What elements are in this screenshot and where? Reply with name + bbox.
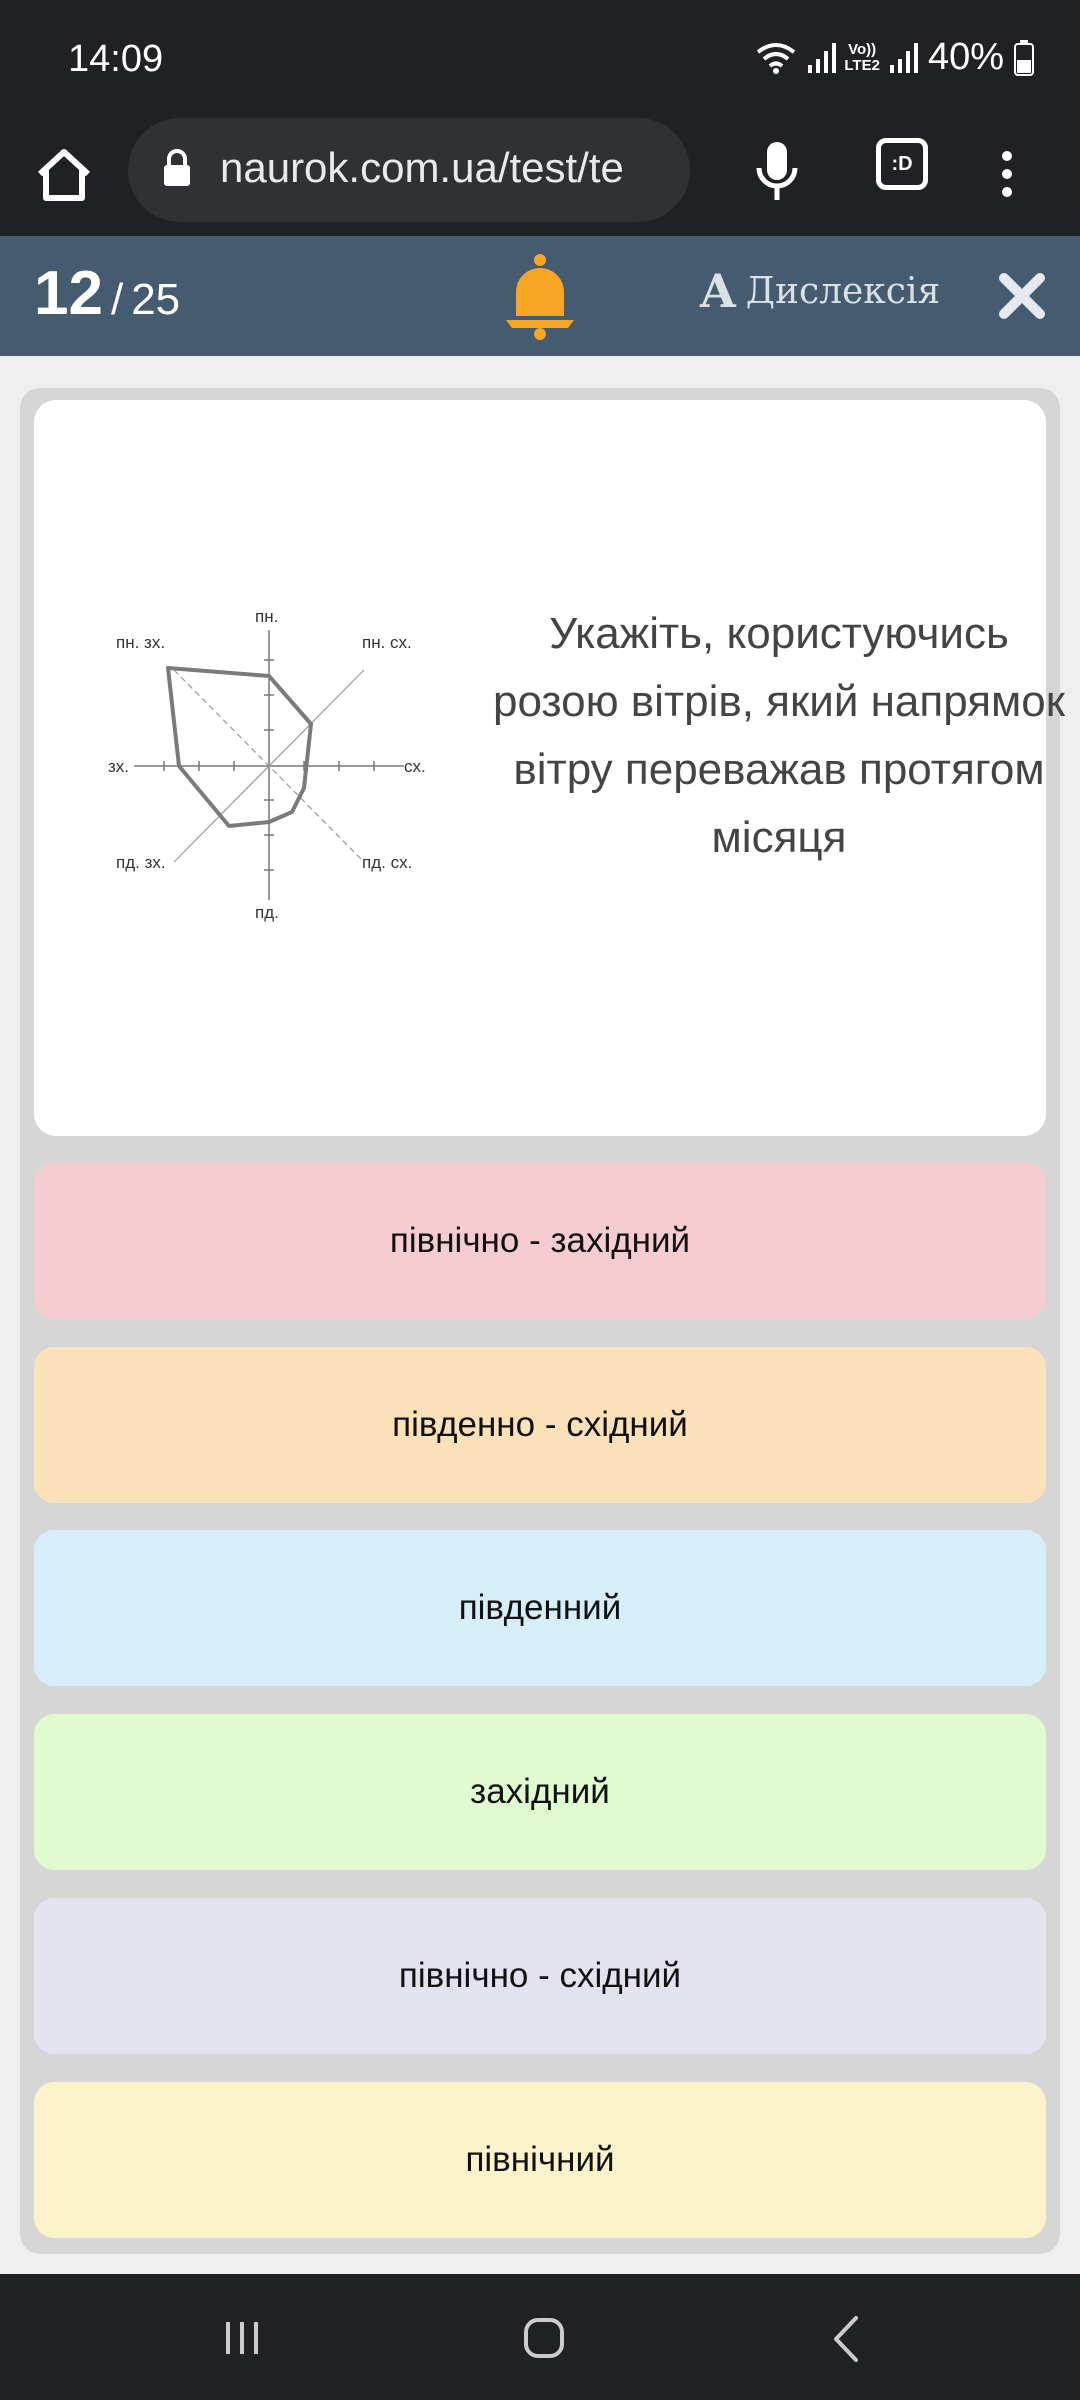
answer-option-6[interactable]: північний (34, 2082, 1046, 2238)
label-nw: пн. зх. (116, 633, 166, 652)
system-nav-bar (0, 2274, 1080, 2400)
wind-rose-diagram (94, 600, 444, 930)
status-bar (0, 0, 1080, 118)
url-bar[interactable] (128, 118, 690, 222)
close-icon[interactable] (996, 270, 1048, 322)
home-icon[interactable] (34, 140, 94, 210)
url-text: naurok.com.ua/test/te (220, 144, 624, 191)
label-w: зх. (108, 757, 130, 776)
current-question: 12 (34, 259, 103, 328)
status-time: 14:09 (68, 38, 164, 80)
battery-icon (1014, 40, 1034, 76)
status-icons (754, 36, 1034, 79)
label-s: пд. (255, 903, 279, 922)
signal-2-icon (888, 41, 918, 75)
question-text: Укажіть, користуючись розою вітрів, який напрямок вітру переважав протягом місяця (492, 609, 1066, 862)
question-card (34, 400, 1066, 1136)
label-se: пд. сх. (362, 853, 413, 872)
back-icon[interactable] (828, 2314, 862, 2364)
answer-option-5[interactable]: північно - східний (34, 1898, 1046, 2054)
browser-toolbar (0, 118, 1080, 236)
answer-option-1[interactable]: північно - західний (34, 1163, 1046, 1319)
home-nav-icon[interactable] (522, 2316, 566, 2360)
label-n: пн. (255, 607, 279, 626)
dyslexia-toggle[interactable] (700, 264, 940, 318)
answer-option-3[interactable]: південний (34, 1530, 1046, 1686)
dyslexia-label: Дислексія (745, 270, 941, 312)
test-header (0, 236, 1080, 356)
answer-option-4[interactable]: західний (34, 1714, 1046, 1870)
signal-icon (806, 41, 836, 75)
answer-option-2[interactable]: південно - східний (34, 1347, 1046, 1503)
total-questions: 25 (131, 275, 181, 324)
tabs-button[interactable]: :D (876, 138, 928, 190)
wifi-icon (754, 40, 798, 76)
lock-icon (162, 148, 192, 188)
label-ne: пн. сх. (362, 633, 412, 652)
question-counter (34, 258, 180, 329)
more-menu-icon[interactable] (992, 134, 1022, 214)
network-type: Vo)) LTE2 (844, 40, 880, 74)
microphone-icon[interactable] (752, 136, 802, 210)
bell-icon[interactable] (500, 250, 580, 342)
counter-separator: / (110, 275, 124, 324)
label-sw: пд. зх. (116, 853, 166, 872)
font-icon: A (700, 264, 736, 318)
label-e: сх. (404, 757, 426, 776)
battery-percent: 40% (927, 36, 1004, 78)
recent-apps-icon[interactable] (222, 2318, 262, 2358)
